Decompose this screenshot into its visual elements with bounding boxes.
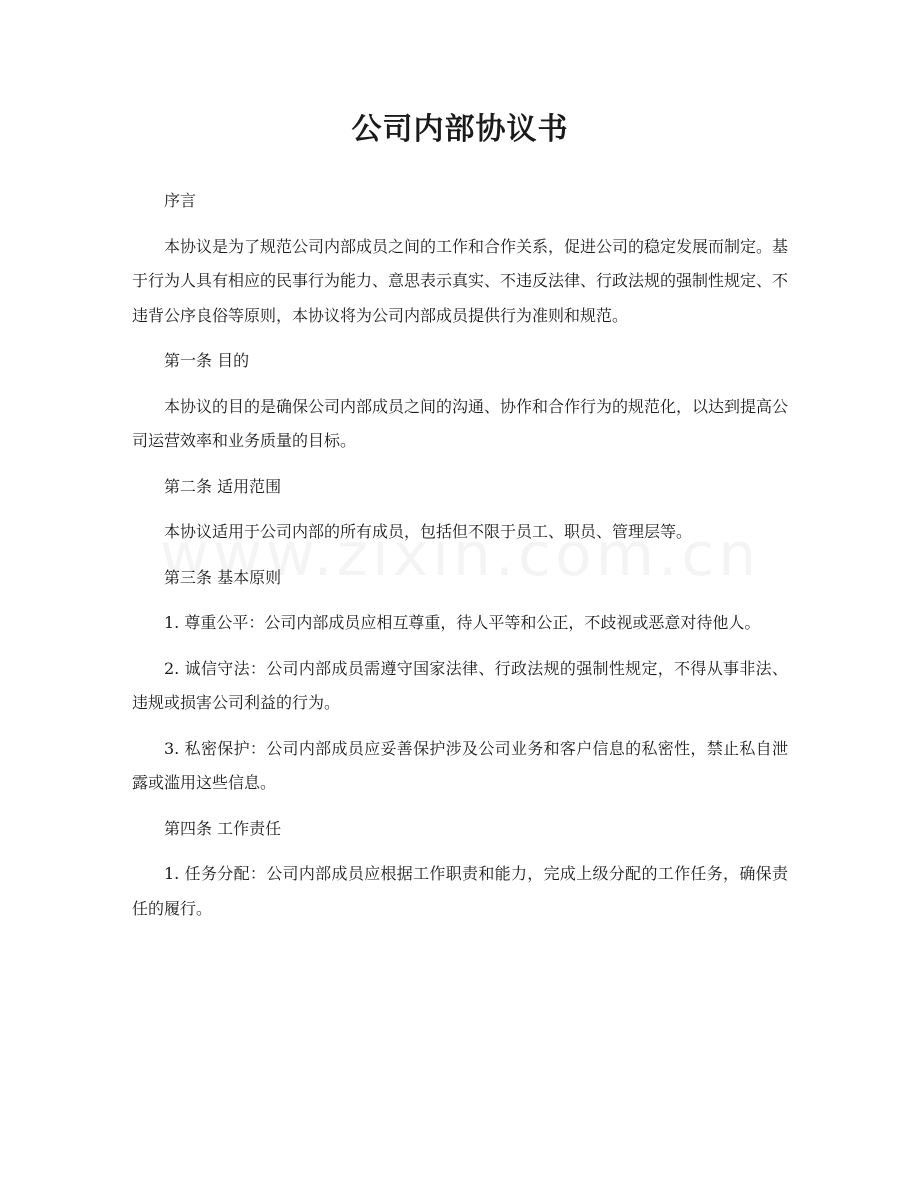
section-heading-article-4: 第四条 工作责任 <box>164 818 282 838</box>
section-heading-article-1: 第一条 目的 <box>164 351 250 370</box>
list-item-principle-3: 3. 私密保护：公司内部成员应妥善保护涉及公司业务和客户信息的私密性，禁止私自泄露或滥用这些信息。 <box>132 738 788 792</box>
section-heading-article-2: 第二条 适用范围 <box>164 476 282 496</box>
section-heading-article-3: 第三条 基本原则 <box>164 567 282 587</box>
paragraph-article-2: 本协议适用于公司内部的所有成员，包括但不限于员工、职员、管理层等。 <box>164 522 693 541</box>
list-item-principle-2: 2. 诚信守法：公司内部成员需遵守国家法律、行政法规的强制性规定，不得从事非法、违规或损害公司利益的行为。 <box>132 658 788 712</box>
list-item-principle-1: 1. 尊重公平：公司内部成员应相互尊重，待人平等和公正，不歧视或恶意对待他人。 <box>164 613 761 632</box>
paragraph-article-1: 本协议的目的是确保公司内部成员之间的沟通、协作和合作行为的规范化，以达到提高公司运营效率和业务质量的目标。 <box>132 396 789 450</box>
section-heading-preface: 序言 <box>164 191 197 210</box>
paragraph-preface: 本协议是为了规范公司内部成员之间的工作和合作关系，促进公司的稳定发展而制定。基于行为人具有相应的民事行为能力、意思表示真实、不违反法律、行政法规的强制性规定、不违背公序良俗等原则，本协议将为公司内部成员提供行为准则和规范。 <box>132 236 789 325</box>
document-body <box>132 184 788 926</box>
list-item-responsibility-1: 1. 任务分配：公司内部成员应根据工作职责和能力，完成上级分配的工作任务，确保责任的履行。 <box>132 864 788 918</box>
document-title: 公司内部协议书 <box>351 112 569 147</box>
